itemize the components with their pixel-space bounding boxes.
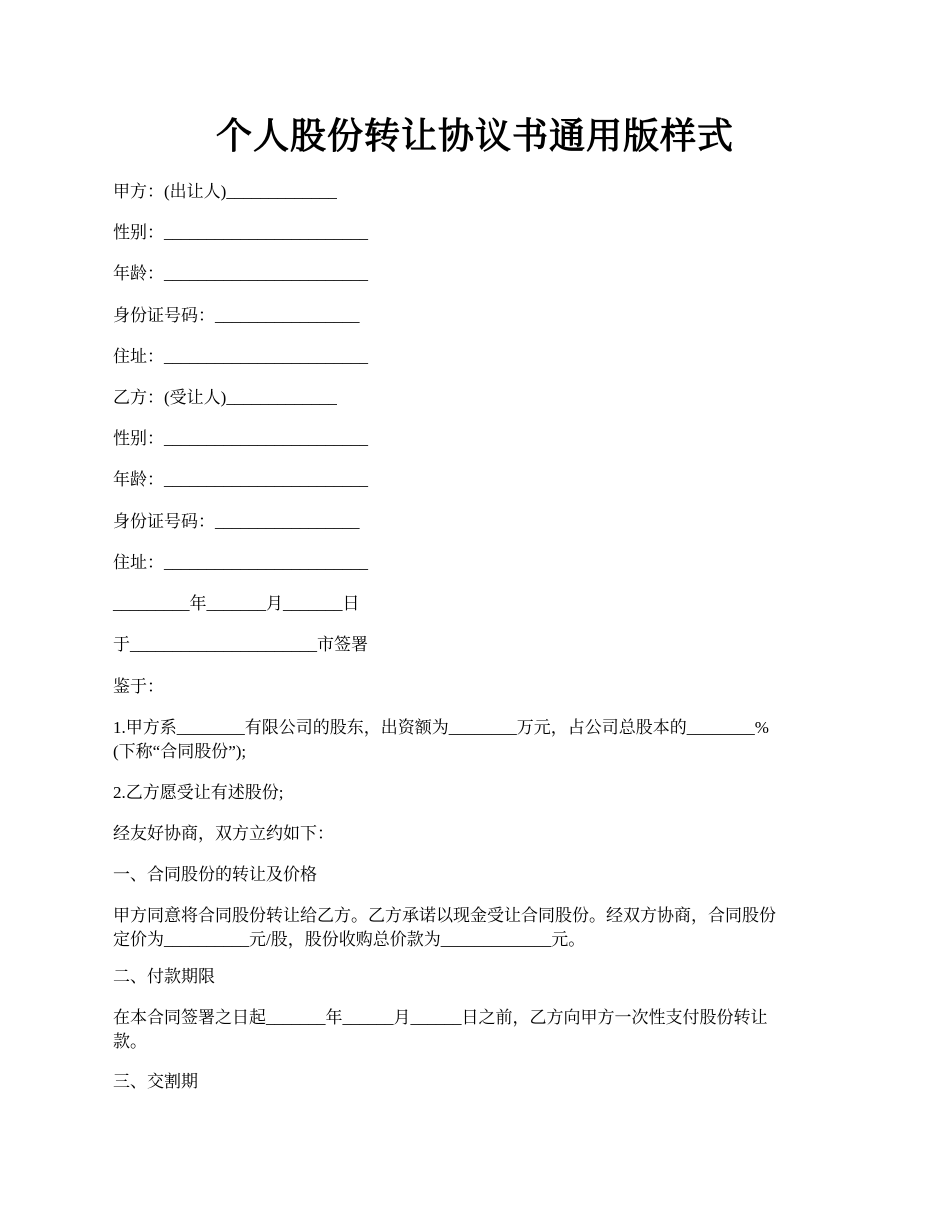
party-b-gender-line: 性别：________________________ [113, 429, 368, 448]
whereas-heading: 鉴于： [113, 677, 164, 696]
recital-2-paragraph: 2.乙方愿受让有述股份; [113, 783, 284, 802]
party-b-id-number-line: 身份证号码：_________________ [113, 512, 360, 531]
party-a-seller-line: 甲方：(出让人)_____________ [113, 182, 337, 201]
section-2-paragraph: 在本合同签署之日起_______年______月______日之前，乙方向甲方一次性支付股份转让 款。 [113, 1008, 768, 1051]
party-a-age-line: 年龄：________________________ [113, 264, 368, 283]
party-a-gender-line: 性别：________________________ [113, 223, 368, 242]
party-b-buyer-line: 乙方：(受让人)_____________ [113, 388, 337, 407]
party-b-age-line: 年龄：________________________ [113, 470, 368, 489]
party-b-address-line: 住址：________________________ [113, 553, 368, 572]
section-2-heading: 二、付款期限 [113, 967, 215, 986]
section-1-paragraph: 甲方同意将合同股份转让给乙方。乙方承诺以现金受让合同股份。经双方协商，合同股份 定价为__________元/股，股份收购总价款为_____________元。 [113, 906, 776, 949]
document-title: 个人股份转让协议书通用版样式 [215, 116, 734, 156]
section-3-heading: 三、交割期 [113, 1072, 198, 1091]
agreement-intro-paragraph: 经友好协商，双方立约如下： [113, 824, 334, 843]
section-1-heading: 一、合同股份的转让及价格 [113, 865, 317, 884]
recital-1-paragraph: 1.甲方系________有限公司的股东，出资额为________万元，占公司总股本的________% (下称“合同股份”); [113, 718, 769, 761]
signing-place-line: 于______________________市签署 [113, 635, 368, 654]
party-a-address-line: 住址：________________________ [113, 347, 368, 366]
party-a-id-number-line: 身份证号码：_________________ [113, 306, 360, 325]
signing-date-line: _________年_______月_______日 [113, 594, 360, 613]
